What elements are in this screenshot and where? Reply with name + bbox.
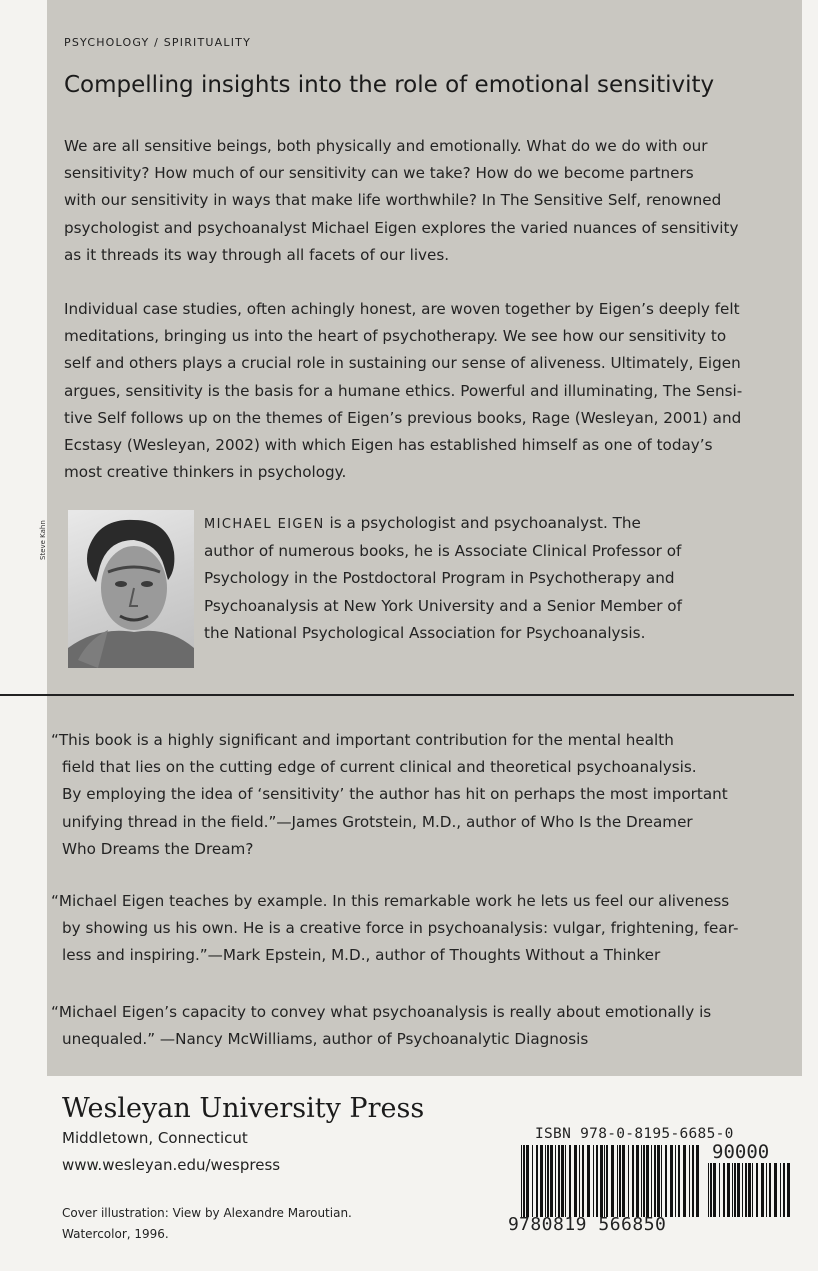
barcode-bar	[532, 1145, 533, 1217]
barcode-bar	[657, 1145, 660, 1217]
headline: Compelling insights into the role of emotional sensitivity	[64, 72, 715, 98]
barcode-bar	[745, 1163, 747, 1217]
barcode-bar	[734, 1163, 736, 1217]
description-line: most creative thinkers in psychology.	[64, 463, 347, 482]
author-bio	[204, 510, 682, 647]
description-line: meditations, bringing us into the heart of psychotherapy. We see how our sensitivity to	[64, 327, 727, 346]
description-line: argues, sensitivity is the basis for a humane ethics. Powerful and illuminating, The Sensi-	[64, 381, 743, 400]
barcode-bar	[582, 1145, 584, 1217]
bio-line: the National Psychological Association for Psychoanalysis.	[204, 623, 646, 642]
barcode-first-digit: 9	[508, 1214, 519, 1235]
barcode-digits: 780819 566850	[519, 1214, 667, 1235]
barcode-bar	[752, 1163, 753, 1217]
barcode-bar	[536, 1145, 538, 1217]
description-line: self and others plays a crucial role in sustaining our sense of aliveness. Ultimately, Eigen	[64, 354, 741, 373]
barcode-bar	[713, 1163, 716, 1217]
barcode-bar	[661, 1145, 662, 1217]
description-paragraph-2	[64, 296, 780, 486]
review-quote	[51, 727, 728, 863]
barcode-bar	[561, 1145, 564, 1217]
bio-line: author of numerous books, he is Associate Clinical Professor of	[204, 542, 682, 561]
review-quote	[51, 999, 711, 1053]
barcode-bar	[574, 1145, 577, 1217]
barcode-bar	[558, 1145, 560, 1217]
author-portrait-icon	[68, 510, 194, 668]
description-paragraph-1	[64, 133, 780, 269]
barcode-bar	[769, 1163, 771, 1217]
cover-credit-line: Watercolor, 1996.	[62, 1227, 169, 1241]
barcode-bar	[587, 1145, 590, 1217]
barcode-bar	[783, 1163, 785, 1217]
barcode-bar	[678, 1145, 680, 1217]
description-line: tive Self follows up on the themes of Eigen’s previous books, Rage (Wesleyan, 2001) and	[64, 408, 742, 427]
cover-credit-line: Cover illustration: View by Alexandre Maroutian.	[62, 1206, 352, 1220]
category-label: PSYCHOLOGY / SPIRITUALITY	[64, 36, 251, 49]
barcode-bar	[710, 1163, 712, 1217]
publisher-url: www.wesleyan.edu/wespress	[62, 1156, 281, 1174]
barcode-bar	[622, 1145, 625, 1217]
isbn-label: ISBN 978-0-8195-6685-0	[535, 1126, 734, 1142]
barcode-addon-icon	[708, 1163, 792, 1217]
barcode-bar	[565, 1145, 566, 1217]
barcode-bar	[646, 1145, 649, 1217]
barcode-bar	[604, 1145, 605, 1217]
barcode-bar	[692, 1145, 694, 1217]
barcode-bar	[766, 1163, 767, 1217]
barcode-bar	[696, 1145, 699, 1217]
bio-line	[204, 510, 682, 538]
description-line: sensitivity? How much of our sensitivity can we take? How do we become partners	[64, 164, 694, 183]
barcode-bar	[683, 1145, 686, 1217]
photo-credit: Steve Kahn	[39, 520, 47, 560]
barcode-addon-digits: 90000	[712, 1141, 770, 1163]
barcode-bar	[643, 1145, 645, 1217]
barcode-bar	[651, 1145, 652, 1217]
barcode-bar	[732, 1163, 733, 1217]
quote-line: by showing us his own. He is a creative force in psychoanalysis: vulgar, frightening, fear-	[62, 919, 739, 938]
cover-credit	[62, 1203, 352, 1245]
quote-line: less and inspiring.”—Mark Epstein, M.D., author of Thoughts Without a Thinker	[62, 946, 661, 965]
barcode-bar	[675, 1145, 676, 1217]
description-line: We are all sensitive beings, both physically and emotionally. What do we do with our	[64, 137, 708, 155]
barcode-bar	[689, 1145, 690, 1217]
barcode-bar	[596, 1145, 598, 1217]
barcode-bar	[550, 1145, 553, 1217]
quote-line: “This book is a highly significant and important contribution for the mental health	[51, 731, 674, 749]
quote-line: By employing the idea of ‘sensitivity’ the author has hit on perhaps the most important	[62, 785, 728, 804]
barcode-bar	[641, 1145, 642, 1217]
barcode-bar	[545, 1145, 546, 1217]
bio-line: Psychology in the Postdoctoral Program in Psychotherapy and	[204, 569, 675, 588]
barcode-bar	[670, 1145, 673, 1217]
quote-line: “Michael Eigen’s capacity to convey what psychoanalysis is really about emotionally is	[51, 1003, 712, 1021]
quote-line: unequaled.” —Nancy McWilliams, author of Psychoanalytic Diagnosis	[62, 1030, 589, 1049]
barcode-bar	[708, 1163, 709, 1217]
description-line: Individual case studies, often achingly honest, are woven together by Eigen’s deeply felt	[64, 300, 740, 318]
barcode-bar	[636, 1145, 639, 1217]
review-quote	[51, 888, 738, 970]
description-line: as it threads its way through all facets of our lives.	[64, 245, 450, 264]
author-photo	[68, 510, 194, 668]
barcode-bar	[569, 1145, 571, 1217]
barcode-bar	[665, 1145, 667, 1217]
barcode-bar	[774, 1163, 777, 1217]
barcode-bar	[521, 1145, 522, 1217]
divider-rule	[0, 694, 794, 696]
barcode-bar	[737, 1163, 740, 1217]
barcode-bar	[606, 1145, 608, 1217]
barcode-bar	[523, 1145, 525, 1217]
description-line: psychologist and psychoanalyst Michael Eigen explores the varied nuances of sensitivity	[64, 218, 739, 237]
barcode-bar	[593, 1145, 594, 1217]
barcode-bar	[632, 1145, 634, 1217]
quote-line: unifying thread in the field.”—James Grotstein, M.D., author of Who Is the Dreamer	[62, 812, 693, 831]
barcode-bar	[526, 1145, 529, 1217]
barcode-bar	[611, 1145, 614, 1217]
quote-line: “Michael Eigen teaches by example. In this remarkable work he lets us feel our aliveness	[51, 892, 730, 910]
publisher-city: Middletown, Connecticut	[62, 1129, 248, 1147]
barcode-bar	[742, 1163, 743, 1217]
description-line: with our sensitivity in ways that make life worthwhile? In The Sensitive Self, renowned	[64, 191, 722, 210]
barcode-bar	[780, 1163, 781, 1217]
barcode-bar	[748, 1163, 751, 1217]
barcode-bar	[540, 1145, 543, 1217]
barcode-bar	[600, 1145, 603, 1217]
barcode-icon	[521, 1145, 701, 1217]
barcode-bar	[761, 1163, 764, 1217]
barcode-bar	[787, 1163, 790, 1217]
bio-line: Psychoanalysis at New York University and a Senior Member of	[204, 596, 682, 615]
barcode-bar	[555, 1145, 556, 1217]
barcode-bar	[756, 1163, 758, 1217]
barcode-bar	[727, 1163, 730, 1217]
barcode-bar	[617, 1145, 618, 1217]
barcode-bar	[719, 1163, 720, 1217]
barcode-bar	[723, 1163, 725, 1217]
barcode-bar	[579, 1145, 580, 1217]
barcode-bar	[654, 1145, 656, 1217]
description-line: Ecstasy (Wesleyan, 2002) with which Eigen has established himself as one of today’s	[64, 436, 713, 455]
publisher-name: Wesleyan University Press	[62, 1093, 425, 1124]
author-name: MICHAEL EIGEN	[204, 517, 325, 532]
quote-line: field that lies on the cutting edge of current clinical and theoretical psychoanalysis.	[62, 758, 697, 777]
barcode-bar	[619, 1145, 621, 1217]
bio-text: is a psychologist and psychoanalyst. The	[324, 514, 641, 532]
quote-line: Who Dreams the Dream?	[62, 839, 254, 858]
barcode-bar	[628, 1145, 629, 1217]
barcode-bar	[547, 1145, 549, 1217]
